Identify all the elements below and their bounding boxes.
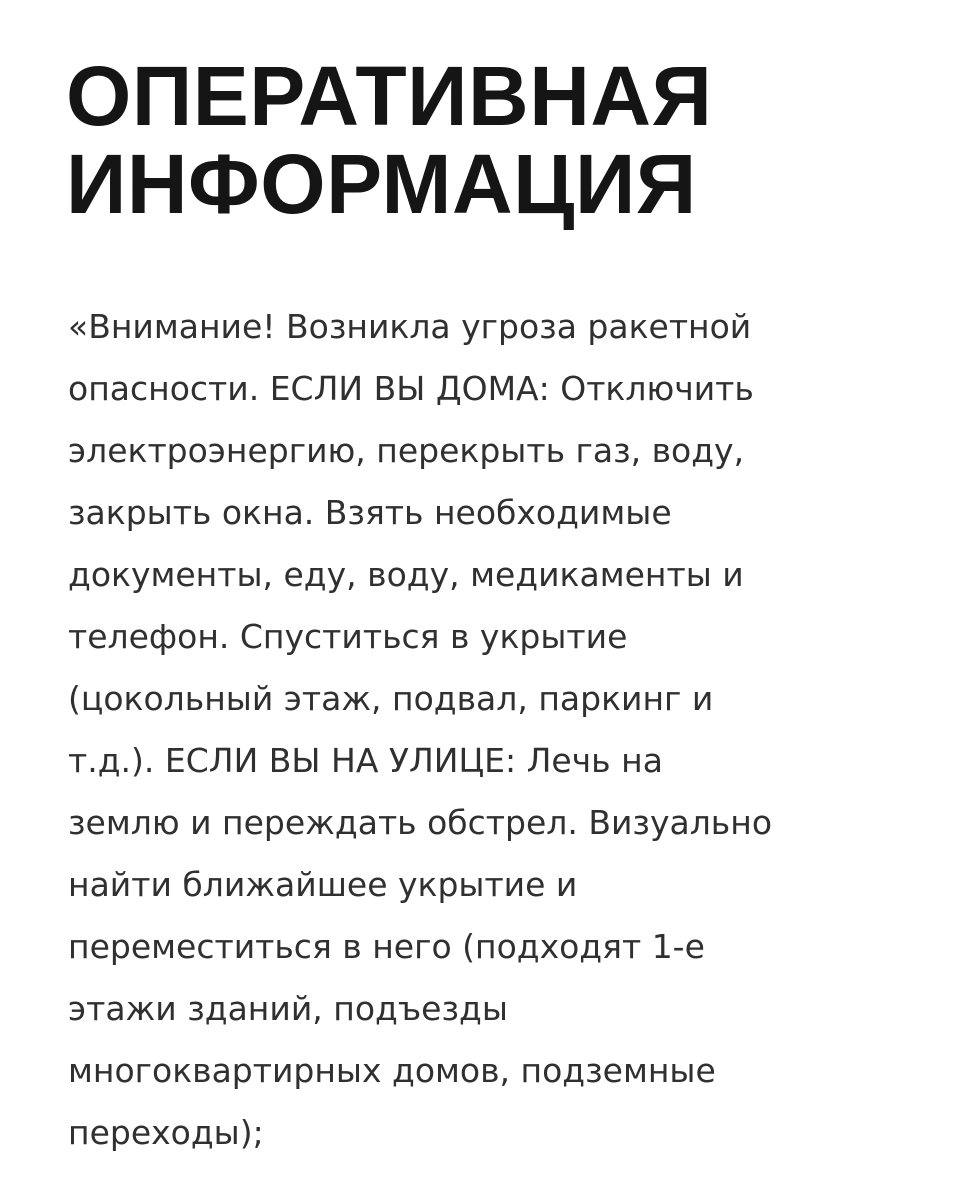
body-line: многоквартирных домов, подземные: [68, 1051, 716, 1090]
body-line: этажи зданий, подъезды: [68, 989, 508, 1028]
alert-body-text: [68, 296, 928, 1164]
body-line: найти ближайшее укрытие и: [68, 865, 578, 904]
body-line: закрыть окна. Взять необходимые: [68, 493, 672, 532]
title-line: ИНФОРМАЦИЯ: [66, 137, 697, 231]
body-line: землю и переждать обстрел. Визуально: [68, 803, 773, 842]
body-line: телефон. Спуститься в укрытие: [68, 617, 628, 656]
body-line: т.д.). ЕСЛИ ВЫ НА УЛИЦЕ: Лечь на: [68, 741, 663, 780]
body-line: (цокольный этаж, подвал, паркинг и: [68, 679, 714, 718]
title-line: ОПЕРАТИВНАЯ: [66, 49, 713, 143]
body-line: электроэнергию, перекрыть газ, воду,: [68, 431, 745, 470]
body-line: документы, еду, воду, медикаменты и: [68, 555, 744, 594]
body-line: переместиться в него (подходят 1-е: [68, 927, 705, 966]
page-title: [66, 49, 926, 231]
body-line: переходы);: [68, 1113, 264, 1152]
body-line: «Внимание! Возникла угроза ракетной: [68, 307, 752, 346]
body-line: опасности. ЕСЛИ ВЫ ДОМА: Отключить: [68, 369, 754, 408]
